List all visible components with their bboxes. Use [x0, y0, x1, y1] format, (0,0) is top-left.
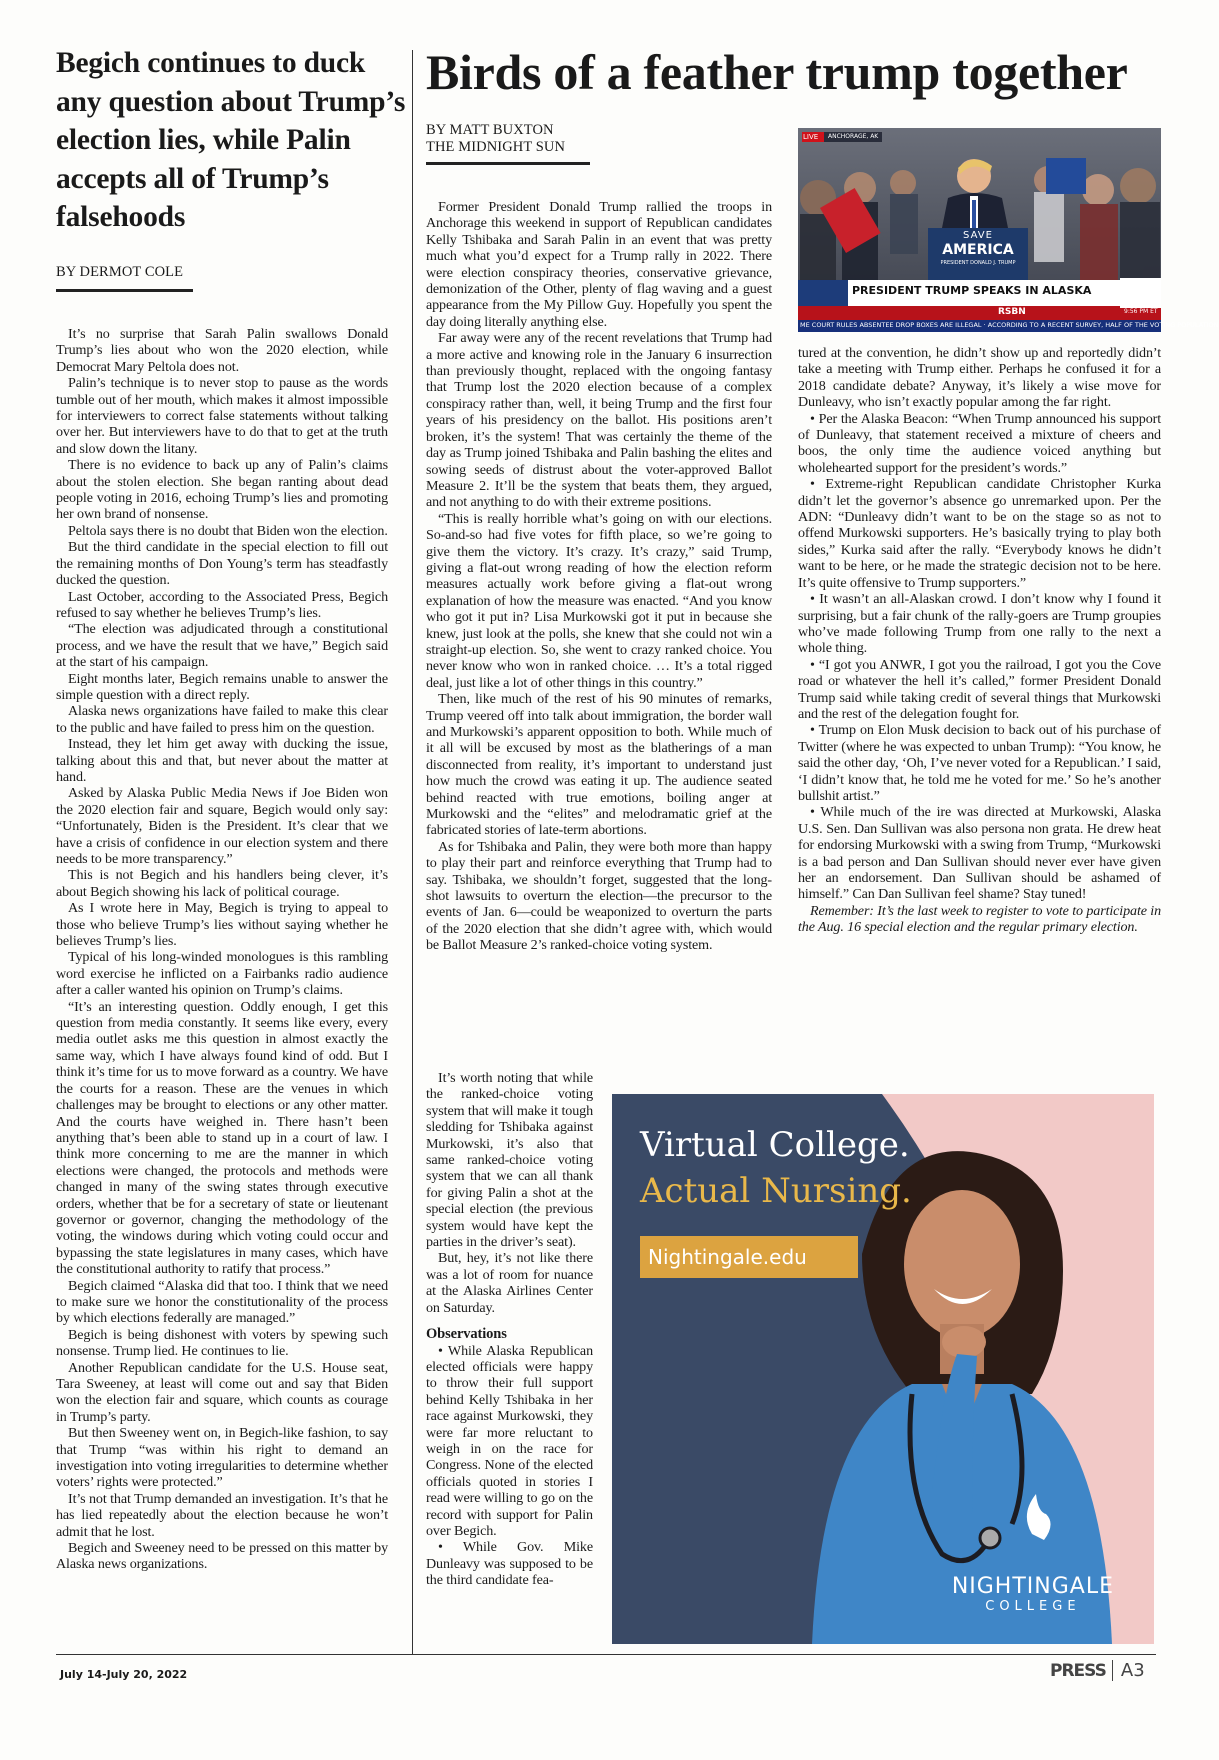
paragraph: Instead, they let him get away with ducking the issue, talking about this and that, but never about the matter at hand.	[56, 736, 388, 785]
paragraph: As for Tshibaka and Palin, they were both more than happy to play their part and reinforce everything that Trump had to say. Tshibaka, we shouldn’t forget, suggested that the long-shot lawsuits to overturn the election—the precursor to the events of Jan. 6—could be weaponized to overturn the parts of the 2020 election that she didn’t agree with, which would be Ballot Measure 2’s ranked-choice voting system.	[426, 838, 772, 954]
ad-url-button[interactable]: Nightingale.edu	[640, 1236, 858, 1278]
left-byline: BY DERMOT COLE	[56, 264, 184, 280]
paragraph: • While Alaska Republican elected officials were happy to throw their full support behind Kelly Tshibaka in her race against Murkowski, they were far more reluctant to weigh in on the race for Congress. None of the elected officials quoted in stories I read were willing to go on the record with support for Palin over Begich.	[426, 1342, 593, 1539]
paragraph: Another Republican candidate for the U.S. House seat, Tara Sweeney, at least will come out and say that Biden won the election fair and square, which counts as courage in Trump’s party.	[56, 1359, 388, 1425]
paragraph: Last October, according to the Associated Press, Begich refused to say whether he believes Trump’s lies.	[56, 588, 388, 621]
paragraph: • It wasn’t an all-Alaskan crowd. I don’t know why I found it surprising, but a fair chunk of the rally-goers are Trump groupies who’ve made following Trump from one rally to the next a whole thing.	[798, 591, 1161, 657]
chyron-time: 9:56 PM ET	[1124, 308, 1158, 315]
left-headline: Begich continues to duck any question about Trump’s election lies, while Palin accepts all of Trump’s falsehoods	[56, 47, 406, 233]
paragraph: Begich is being dishonest with voters by spewing such nonsense. Trump lied. He continues to lie.	[56, 1326, 388, 1360]
chyron-text: PRESIDENT TRUMP SPEAKS IN ALASKA	[852, 284, 1092, 297]
paragraph: • Per the Alaska Beacon: “When Trump announced his support of Dunleavy, that statement received a mixture of cheers and boos, the only time the audience voiced anything but wholehearted support for the president’s words.”	[798, 410, 1161, 476]
paragraph: It’s no surprise that Sarah Palin swallows Donald Trump’s lies about who won the 2020 election, while Democrat Mary Peltola does not.	[56, 326, 388, 375]
paragraph: Former President Donald Trump rallied the troops in Anchorage this weekend in support of Republican candidates Kelly Tshibaka and Sarah Palin in an event that was pretty much what you’d expect for a Trump rally in 2022. There were election conspiracy theories, conservative grievance, demonization of the Other, plenty of flag waving and a guest appearance from the My Pillow Guy. Hopefully you spent the day doing literally anything else.	[426, 199, 772, 330]
paragraph: Begich claimed “Alaska did that too. I think that we need to make sure we honor the constitutionality of the process by which elections federally are managed.”	[56, 1277, 388, 1327]
lectern-sign-save: SAVE	[963, 230, 993, 241]
press-logo: PRESS	[1050, 1660, 1106, 1681]
paragraph: Typical of his long-winded monologues is this rambling word exercise he inflicted on a Fairbanks radio audience after a caller wanted his opinion on Trump’s claims.	[56, 949, 388, 999]
logo-sub: COLLEGE	[985, 1599, 1081, 1614]
page-number: A3	[1112, 1660, 1145, 1681]
nightingale-logo	[952, 1574, 1114, 1614]
right-byline-outlet: THE MIDNIGHT SUN	[426, 139, 566, 155]
live-tag: LIVE	[803, 133, 819, 141]
location-tag: ANCHORAGE, AK	[828, 133, 879, 140]
right-article-col1-narrow	[426, 1070, 593, 1589]
paragraph: Far away were any of the recent revelations that Trump had a more active and knowing role in the January 6 insurrection than previously thought, replaced with the ongoing fantasy that Trump lost the 2020 election because of a complex conspiracy rather than, well, it being Trump and the first four years of his presidency on the ballot. His positions aren’t broken, it’s the system! That was certainly the theme of the day as Trump joined Tshibaka and Palin bashing the elites and sowing seeds of distrust about the voter-approved Ballot Measure 2. It’ll be the system that beats them, they argued, and not anything to do with their extreme positions.	[426, 330, 772, 511]
right-byline-rule	[426, 162, 590, 165]
paragraph: This is not Begich and his handlers being clever, it’s about Begich showing his lack of political courage.	[56, 867, 388, 900]
paragraph: Peltola says there is no doubt that Biden won the election.	[68, 522, 388, 539]
paragraph: • Trump on Elon Musk decision to back out of his purchase of Twitter (where he was expected to unban Trump): “You know, he said the other day, ‘Oh, I’ve never voted for a Republican.’ I said, ‘I didn’t know that, he told me he voted for me.’ So he’s another bullshit artist.”	[798, 722, 1161, 804]
paragraph: tured at the convention, he didn’t show up and reportedly didn’t take a meeting with Trump either. Perhaps he confused it for a 2018 candidate debate? Anyway, it’s likely a wise move for Dunleavy, who isn’t exactly popular among the far right.	[798, 345, 1161, 411]
issue-date: July 14-July 20, 2022	[60, 1668, 188, 1681]
paragraph: Begich and Sweeney need to be pressed on this matter by Alaska news organizations.	[56, 1540, 388, 1573]
ad-line-1: Virtual College.	[640, 1125, 910, 1165]
right-article-col1	[426, 199, 772, 954]
lectern-sign-america: AMERICA	[942, 242, 1014, 258]
paragraph: “This is really horrible what’s going on with our elections. So-and-so had five votes for fifth place, so we’re going to give them the victory. It’s crazy. It’s crazy,” said Trump, giving a flat-out wrong reading of how the election reform measures actually work before giving a flat-out wrong explanation of how the measure was enacted. “And you know who got it put in? Lisa Murkowski got it put in because she knew, just look at the polls, she knew that she could not win a straight-up election. So, she went to crazy ranked choice. You never know who won in ranked choice. … It’s a total rigged deal, just like a lot of other things in this country.”	[426, 510, 772, 691]
paragraph: “The election was adjudicated through a constitutional process, and we have the result that we have,” Begich said at the start of his campaign.	[56, 621, 388, 671]
news-ticker: ME COURT RULES ABSENTEE DROP BOXES ARE ILLEGAL · ACCORDING TO A RECENT SURVEY, HALF OF THE VOTING POPULATION	[800, 321, 1219, 329]
rally-photo	[798, 128, 1219, 332]
paragraph: But the third candidate in the special election to fill out the remaining months of Don Young’s term has steadfastly ducked the question.	[56, 539, 388, 589]
paragraph: It’s worth noting that while the ranked-choice voting system that will make it tough sledding for Tshibaka against Murkowski, it’s also that same ranked-choice voting system that we can all thank for giving Palin a shot at the special election (the previous system would have kept the parties in the driver’s seat).	[426, 1070, 593, 1251]
paragraph: • “I got you ANWR, I got you the railroad, I got you the Cove road or whatever the hell it’s called,” former President Donald Trump said while taking credit of several things that Murkowski and the rest of the delegation fought for.	[798, 656, 1161, 722]
ad-line-2: Actual Nursing.	[640, 1171, 912, 1211]
footer-rule	[56, 1654, 1156, 1655]
paragraph: But then Sweeney went on, in Begich-like fashion, to say that Trump “was within his right to demand an investigation into voting irregularities to determine whether voters’ rights were protected.”	[56, 1425, 388, 1491]
network-logo: RSBN	[998, 307, 1026, 317]
paragraph: It’s not that Trump demanded an investigation. It’s that he has lied repeatedly about the election because he won’t admit that he lost.	[56, 1490, 388, 1540]
paragraph: • While Gov. Mike Dunleavy was supposed to be the third candidate fea-	[426, 1539, 593, 1589]
paragraph: • Extreme-right Republican candidate Christopher Kurka didn’t let the governor’s absence go unremarked upon. Per the ADN: “Dunleavy didn’t want to be on the stage so as not to offend Murkowski supporters. He’s basically trying to play both sides,” Kurka said after the rally. “Everybody knows he didn’t want to be here, or he made the strategic decision not to be here. It’s quite offensive to Trump supporters.”	[798, 476, 1161, 591]
column-divider	[412, 50, 413, 1655]
nightingale-ad[interactable]	[612, 1094, 1154, 1644]
ad-headline	[640, 1122, 912, 1214]
right-byline-author: BY MATT BUXTON	[426, 122, 554, 138]
paragraph: But, hey, it’s not like there was a lot of room for nuance at the Alaska Airlines Center on Saturday.	[426, 1250, 593, 1316]
left-byline-rule	[56, 289, 193, 292]
paragraph: • While much of the ire was directed at Murkowski, Alaska U.S. Sen. Dan Sullivan was also persona non grata. He drew heat for endorsing Murkowski with a swing from Trump, “Murkowski is a bad person and Dan Sullivan should never ever have given her an endorsement. Dan Sullivan should be ashamed of himself.” Can Dan Sullivan feel shame? Stay tuned!	[798, 804, 1161, 903]
paragraph: “It’s an interesting question. Oddly enough, I get this question from media constantly. It seems like every, every media outlet asks me this question in almost exactly the same way, which I have always found kind of odd. But I think it’s time for us to move forward as a country. We have the courts for a reason. These are the venues in which challenges may be brought to elections or any other matter. And the courts have weighed in. There hasn’t been anything that’s been able to stand up in a court of law. I think more concerning to me are the manner in which elections were changed, the protocols and methods were changed in many of the swing states through executive orders, whether that be for a secretary of state or lieutenant governor or governor, changing the methodology of the voting, the windows during which voting could occur and bypassing the state legislatures in many cases, which have the constitutional authority to ratify that process.”	[56, 998, 388, 1278]
observations-heading: Observations	[426, 1326, 507, 1343]
paragraph: Palin’s technique is to never stop to pause as the words tumble out of her mouth, which makes it almost impossible for interviewers to correct false statements without talking over her. But interviewers have to do that to get at the truth and slow down the litany.	[56, 375, 388, 457]
paragraph: Asked by Alaska Public Media News if Joe Biden won the 2020 election fair and square, Begich would only say: “Unfortunately, Biden is the President. It’s clear that we have a crisis of confidence in our election system and there needs to be more transparency.”	[56, 785, 388, 867]
remember-note: Remember: It’s the last week to register to vote to participate in the Aug. 16 special election and the regular primary election.	[798, 902, 1162, 936]
paragraph: Alaska news organizations have failed to make this clear to the public and have failed to press him on the question.	[56, 703, 388, 736]
lectern-sign-small: PRESIDENT DONALD J. TRUMP	[940, 260, 1016, 266]
paragraph: There is no evidence to back up any of Palin’s claims about the stolen election. She began ranting about dead people voting in 2016, echoing Trump’s lies and promoting her own brand of nonsense.	[56, 457, 388, 523]
right-article-col2	[798, 345, 1161, 936]
paragraph: Then, like much of the rest of his 90 minutes of remarks, Trump veered off into talk about immigration, the border wall and Murkowski’s apparent opposition to both. While much of it all will be excused by most as the blatherings of a man disconnected from reality, it’s important to understand just how much the crowd was eating it up. The audience seated behind reacted with true emotions, boiling anger at Murkowski and the “elites” and melodramatic grief at the fabricated stories of late-term abortions.	[426, 691, 772, 839]
paragraph: As I wrote here in May, Begich is trying to appeal to those who believe Trump’s lies without saying whether he believes Trump’s lies.	[56, 900, 388, 950]
right-headline: Birds of a feather trump together	[426, 44, 1128, 100]
footer-masthead	[1050, 1660, 1145, 1681]
logo-name: NIGHTINGALE	[951, 1574, 1114, 1599]
paragraph: Eight months later, Begich remains unable to answer the simple question with a direct reply.	[56, 670, 388, 703]
left-article-body	[56, 326, 388, 1573]
